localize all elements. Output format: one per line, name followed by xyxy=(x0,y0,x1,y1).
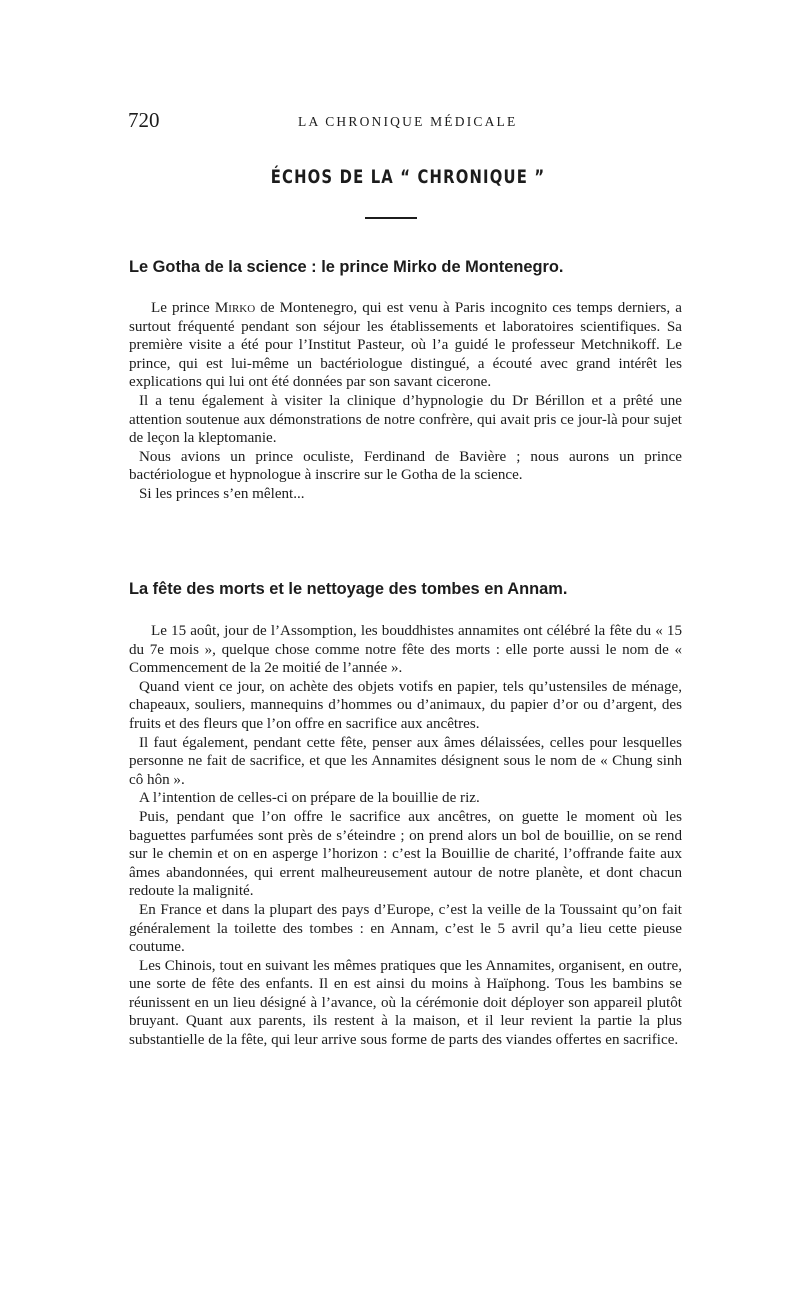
article-body-annam xyxy=(129,622,682,1050)
paragraph: Il faut également, pendant cette fête, penser aux âmes délaissées, celles pour lesquelles personne ne fait de sacrifice, et que les Annamites désignent sous le nom de « Chung sinh cô hôn ». xyxy=(129,734,682,788)
running-head xyxy=(128,108,688,134)
paragraph-text: de Montenegro, qui est venu à Paris incognito ces temps derniers, a surtout fréquenté pendant son séjour les établissements et laboratoires scientifiques. Sa première visite a été pour l’Institut Pasteur, où l’a guidé le professeur Metchnikoff. Le prince, qui est lui-même un bactériologue distingué, a écouté avec grand intérêt les explications qui lui ont été données par son savant cicerone. xyxy=(129,300,682,391)
article-body-gotha xyxy=(129,299,682,504)
title-divider xyxy=(365,217,417,219)
paragraph: Nous avions un prince oculiste, Ferdinand de Bavière ; nous aurons un prince bactériologue et hypnologue à inscrire sur le Gotha de la science. xyxy=(129,448,682,484)
paragraph: Si les princes s’en mêlent... xyxy=(139,485,305,502)
paragraph-lead: Le prince xyxy=(151,300,215,316)
running-title: LA CHRONIQUE MÉDICALE xyxy=(298,114,518,129)
paragraph: Il a tenu également à visiter la clinique d’hypnologie du Dr Bérillon et a prêté une attention soutenue aux démonstrations de notre confrère, qui avait pris ce jour-là pour sujet de leçon la kleptomanie. xyxy=(129,392,682,447)
article-heading-annam: La fête des morts et le nettoyage des tombes en Annam. xyxy=(129,580,568,598)
paragraph xyxy=(129,299,682,392)
paragraph: Les Chinois, tout en suivant les mêmes pratiques que les Annamites, organisent, en outre, une sorte de fête des enfants. Il en est ainsi du moins à Haïphong. Tous les bambins se réunissent en un lieu désigné à l’avance, où la cérémonie doit déployer son appareil plutôt bruyant. Quant aux parents, ils restent à la maison, et il leur revient la partie la plus substantielle de la fête, qui leur arrive sous forme de parts des viandes offertes en sacrifice. xyxy=(129,957,682,1049)
page-title: ÉCHOS DE LA “ CHRONIQUE ” xyxy=(270,166,546,188)
paragraph: Puis, pendant que l’on offre le sacrifice aux ancêtres, on guette le moment où les baguettes parfumées sont près de s’éteindre ; on prend alors un bol de bouillie, on se rend sur le chemin et on en asperge l’horizon : c’est la Bouillie de charité, l’offrande faite aux âmes abandonnées, qui errent malheureusement autour de notre planète, et dont chacun redoute la malignité. xyxy=(129,808,682,900)
page-number: 720 xyxy=(128,108,160,132)
prince-name: Mirko xyxy=(214,300,256,316)
paragraph: Quand vient ce jour, on achète des objets votifs en papier, tels qu’ustensiles de ménage, chapeaux, souliers, mannequins d’hommes ou d’animaux, du papier d’or ou d’argent, des fruits et des fleurs que l’on offre en sacrifice aux ancêtres. xyxy=(129,678,682,732)
paragraph: Le 15 août, jour de l’Assomption, les bouddhistes annamites ont célébré la fête du « 15 du 7e mois », quelque chose comme notre fête des morts : elle porte aussi le nom de « Commencement de la 2e moitié de l’année ». xyxy=(129,623,682,677)
article-heading-gotha: Le Gotha de la science : le prince Mirko de Montenegro. xyxy=(129,258,564,276)
paragraph: A l’intention de celles-ci on prépare de la bouillie de riz. xyxy=(139,790,480,807)
paragraph: En France et dans la plupart des pays d’Europe, c’est la veille de la Toussaint qu’on fait généralement la toilette des tombes : en Annam, c’est le 5 avril qu’a lieu cette pieuse coutume. xyxy=(129,901,682,956)
